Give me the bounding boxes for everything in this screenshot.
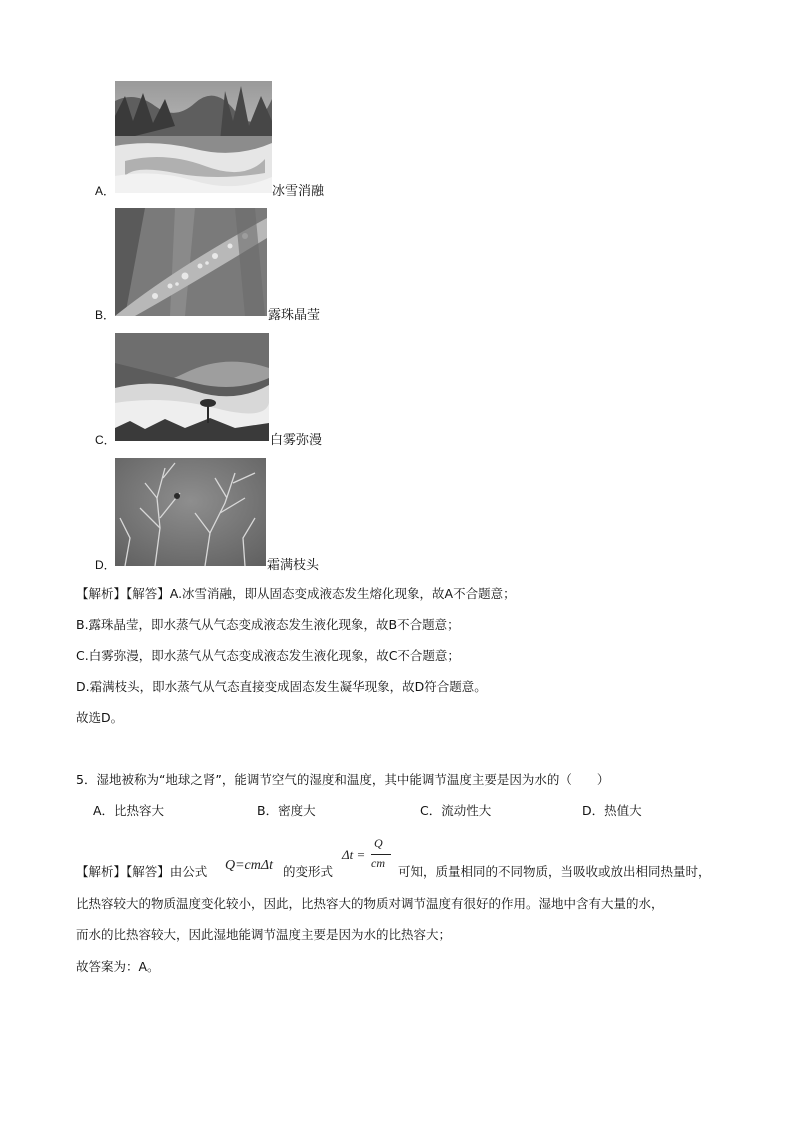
analysis2-mid: 的变形式	[283, 864, 334, 879]
formula-dt-lhs: Δt =	[342, 847, 366, 862]
analysis2-line-3: 而水的比热容较大，因此湿地能调节温度主要是因为水的比热容大；	[76, 927, 452, 942]
analysis1-line-2: B.露珠晶莹，即水蒸气从气态变成液态发生液化现象，故B不合题意；	[76, 617, 460, 632]
analysis2-tail: 可知，质量相同的不同物质，当吸收或放出相同热量时，	[398, 864, 711, 879]
analysis2-lead: 【解析】【解答】由公式	[76, 864, 208, 879]
analysis2-line-2: 比热容较大的物质温度变化较小，因此，比热容大的物质对调节温度有很好的作用。湿地中含有大量的水，	[76, 896, 664, 911]
option-b-letter: B．	[95, 308, 116, 322]
formula-fraction-bar	[371, 854, 391, 855]
question5-stem: 5．湿地被称为“地球之肾”，能调节空气的湿度和温度，其中能调节温度主要是因为水的（ ）	[76, 772, 610, 787]
mountain-fog-photo	[115, 333, 269, 441]
formula-dt-numerator: Q	[374, 836, 383, 850]
analysis2-answer: 故答案为：A。	[76, 959, 160, 974]
analysis1-answer: 故选D。	[76, 710, 124, 725]
option-d-letter: D．	[95, 558, 116, 572]
dew-drops-leaf-photo	[115, 208, 267, 316]
question5-choice-c: C．流动性大	[420, 803, 492, 818]
option-a-caption: 冰雪消融	[272, 184, 325, 199]
frost-branches-photo	[115, 458, 266, 566]
analysis1-line-3: C.白雾弥漫，即水蒸气从气态变成液态发生液化现象，故C不合题意；	[76, 648, 460, 663]
question5-choice-a: A．比热容大	[93, 803, 165, 818]
option-d-caption: 霜满枝头	[267, 558, 320, 573]
option-a-letter: A．	[95, 184, 116, 198]
formula-q-cm-dt: Q=cmΔt	[225, 858, 273, 873]
analysis1-line-1: 【解析】【解答】A.冰雪消融，即从固态变成液态发生熔化现象，故A不合题意；	[76, 586, 516, 601]
option-c-letter: C．	[95, 433, 116, 447]
option-b-caption: 露珠晶莹	[268, 308, 321, 323]
question5-choice-d: D．热值大	[582, 803, 642, 818]
option-c-caption: 白雾弥漫	[270, 433, 323, 448]
formula-dt-denominator: cm	[371, 856, 385, 870]
snow-melting-river-photo	[115, 81, 272, 193]
question5-choice-b: B．密度大	[257, 803, 316, 818]
analysis1-line-4: D.霜满枝头，即水蒸气从气态直接变成固态发生凝华现象，故D符合题意。	[76, 679, 487, 694]
